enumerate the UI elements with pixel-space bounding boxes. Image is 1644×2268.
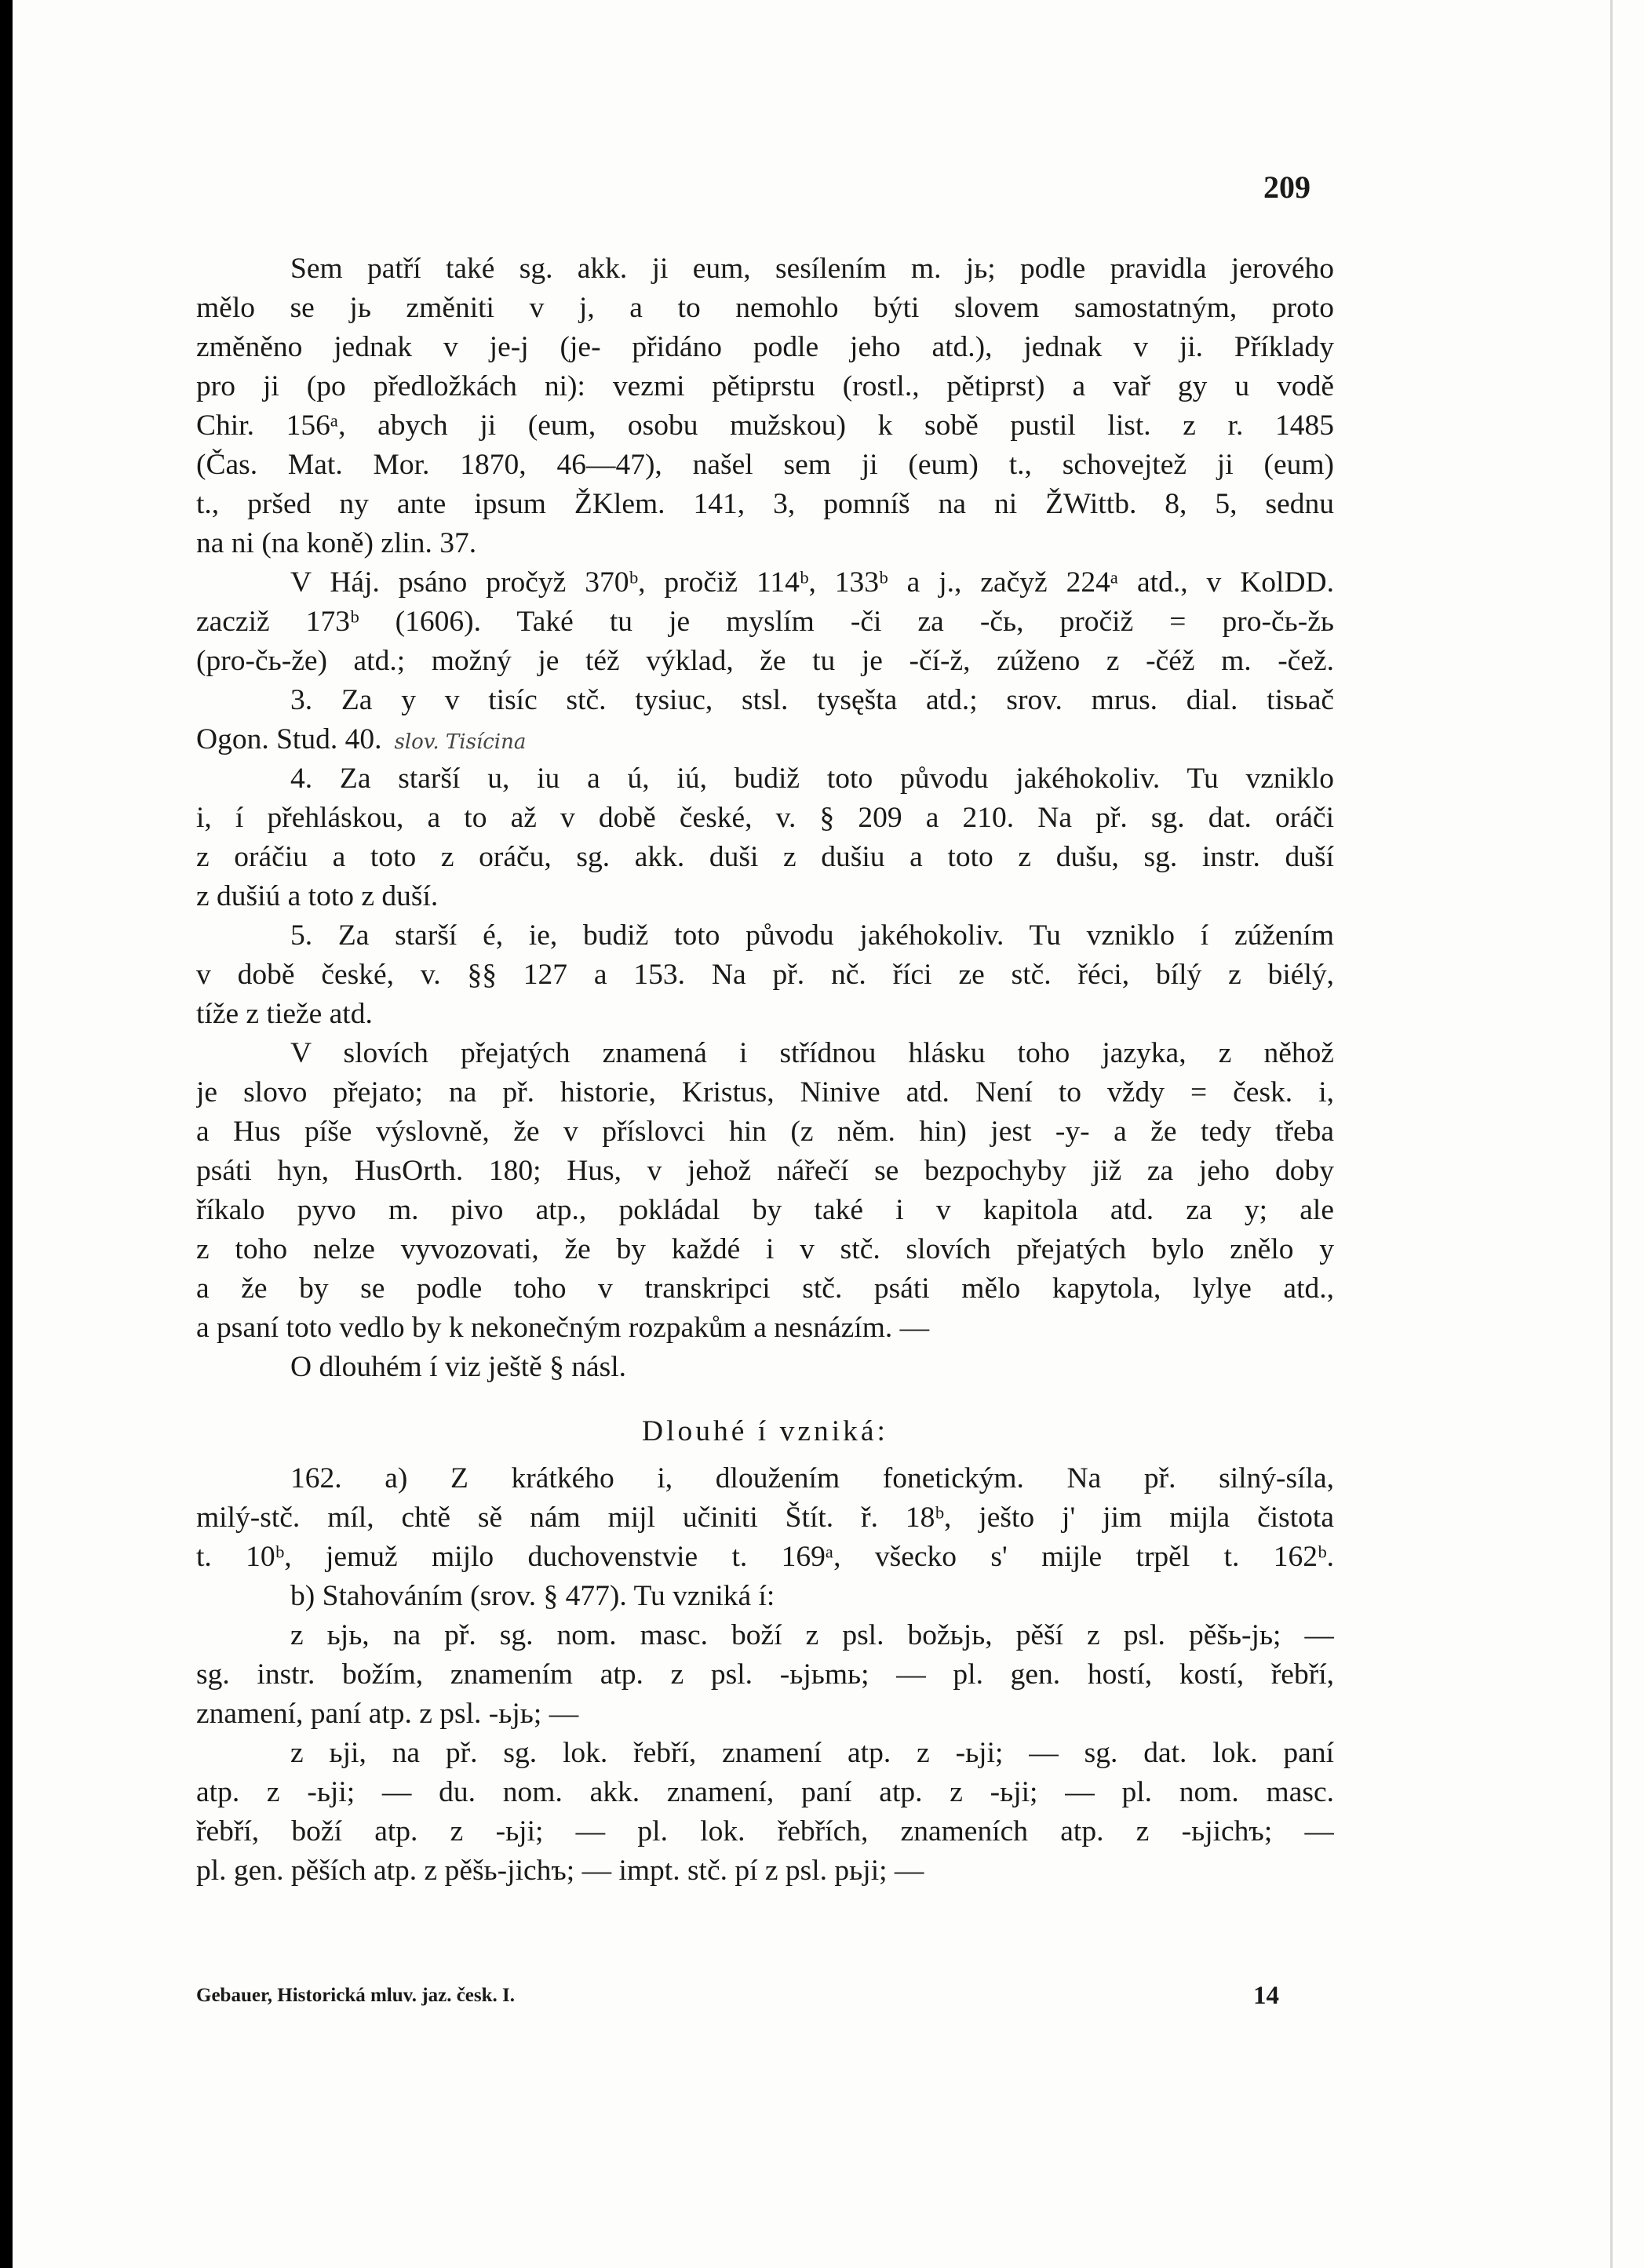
text-line: zacziž 173ᵇ (1606). Také tu je myslím -či za -čь, pročiž = pro-čь-žь <box>196 606 1334 638</box>
text-line: řebří, boží atp. z -ьji; — pl. lok. řebřích, znameních atp. z -ьjichъ; — <box>196 1815 1334 1848</box>
text-line: mělo se jь změniti v j, a to nemohlo býti slovem samostatným, proto <box>196 292 1334 324</box>
text-line: z toho nelze vyvozovati, že by každé i v stč. slovích přejatých bylo znělo y <box>196 1233 1334 1265</box>
text-line: pl. gen. pěších atp. z pěšь-jichъ; — impt. stč. pí z psl. pьji; — <box>196 1855 924 1887</box>
text-line: Sem patří také sg. akk. ji eum, sesílením m. jь; podle pravidla jerového <box>290 253 1334 285</box>
text-line: 5. Za starší é, ie, budiž toto původu jakéhokoliv. Tu vzniklo í zúžením <box>290 919 1334 952</box>
text-line: (Čas. Mat. Mor. 1870, 46—47), našel sem ji (eum) t., schovejtež ji (eum) <box>196 449 1334 481</box>
text-line: z dušiú a toto z duší. <box>196 880 439 912</box>
page-number: 209 <box>1263 169 1310 205</box>
text-line: t. 10ᵇ, jemuž mijlo duchovenstvie t. 169ᵃ, všecko s' mijle trpěl t. 162ᵇ. <box>196 1541 1334 1573</box>
text-line: Chir. 156ᵃ, abych ji (eum, osobu mužskou) k sobě pustil list. z r. 1485 <box>196 410 1334 442</box>
text-line: změněno jednak v je-j (je- přidáno podle jeho atd.), jednak v ji. Příklady <box>196 331 1334 363</box>
text-line: Ogon. Stud. 40. slov. Tisícina <box>196 723 527 755</box>
text-line: 162. a) Z krátkého i, dloužením fonetickým. Na př. silný-síla, <box>290 1462 1334 1494</box>
text-line: V Háj. psáno pročyž 370ᵇ, pročiž 114ᵇ, 133ᵇ a j., začyž 224ᵃ atd., v KolDD. <box>290 566 1334 599</box>
text-line: na ni (na koně) zlin. 37. <box>196 527 477 559</box>
text-line: i, í přehláskou, a to až v době české, v. § 209 a 210. Na př. sg. dat. oráči <box>196 802 1334 834</box>
body-text <box>196 249 1334 1891</box>
text-line: znamení, paní atp. z psl. -ьjь; — <box>196 1698 579 1730</box>
text-line: z oráčiu a toto z oráču, sg. akk. duši z dušiu a toto z dušu, sg. instr. duší <box>196 841 1334 873</box>
text-line: sg. instr. božím, znamením atp. z psl. -ьjьmь; — pl. gen. hostí, kostí, řebří, <box>196 1658 1334 1691</box>
section-heading: Dlouhé í vzniká: <box>642 1415 888 1447</box>
handwritten-note: slov. Tisícina <box>394 730 527 754</box>
text-line: milý-stč. míl, chtě sě nám mijl učiniti Štít. ř. 18ᵇ, ješto j' jim mijla čistota <box>196 1502 1334 1534</box>
book-spine-shadow <box>0 0 13 2268</box>
text-line: 4. Za starší u, iu a ú, iú, budiž toto původu jakéhokoliv. Tu vzniklo <box>290 763 1334 795</box>
text-line: b) Stahováním (srov. § 477). Tu vzniká í: <box>290 1580 775 1612</box>
text-line: (pro-čь-že) atd.; možný je též výklad, že tu je -čí-ž, zúženo z -čéž m. -čež. <box>196 645 1334 677</box>
text-line: z ьji, na př. sg. lok. řebří, znamení atp. z -ьji; — sg. dat. lok. paní <box>290 1737 1334 1769</box>
text-line: říkalo pyvo m. pivo atp., pokládal by také i v kapitola atd. za y; ale <box>196 1194 1334 1226</box>
text-line: atp. z -ьji; — du. nom. akk. znamení, paní atp. z -ьji; — pl. nom. masc. <box>196 1776 1334 1808</box>
text-line: z ьjь, na př. sg. nom. masc. boží z psl. božьjь, pěší z psl. pěšь-jь; — <box>290 1619 1334 1651</box>
footer-signature-mark: 14 <box>1253 1982 1279 2010</box>
footer-book-title: Gebauer, Historická mluv. jaz. česk. I. <box>196 1985 516 2006</box>
text-line: V slovích přejatých znamená i střídnou hlásku toho jazyka, z něhož <box>290 1037 1334 1069</box>
text-line: 3. Za y v tisíc stč. tysiuc, stsl. tysęšta atd.; srov. mrus. dial. tisьač <box>290 684 1334 716</box>
text-line: pro ji (po předložkách ni): vezmi pětiprstu (rostl., pětiprst) a vař gy u vodě <box>196 370 1334 402</box>
text-line: v době české, v. §§ 127 a 153. Na př. nč. říci ze stč. řéci, bílý z biélý, <box>196 959 1334 991</box>
text-line: a psaní toto vedlo by k nekonečným rozpakům a nesnázím. — <box>196 1312 930 1344</box>
text-line: psáti hyn, HusOrth. 180; Hus, v jehož nářečí se bezpochyby již za jeho doby <box>196 1155 1334 1187</box>
text-line: a Hus píše výslovně, že v příslovci hin (z něm. hin) jest -y- a že tedy třeba <box>196 1116 1334 1148</box>
text-line: t., pršed ny ante ipsum ŽKlem. 141, 3, pomníš na ni ŽWittb. 8, 5, sednu <box>196 488 1334 520</box>
text-line: tíže z tieže atd. <box>196 998 373 1030</box>
text-line: a že by se podle toho v transkripci stč. psáti mělo kapytola, lylye atd., <box>196 1272 1334 1305</box>
text-line: O dlouhém í viz ještě § násl. <box>290 1351 627 1383</box>
page-edge <box>1610 0 1613 2268</box>
text-line: je slovo přejato; na př. historie, Kristus, Ninive atd. Není to vždy = česk. i, <box>196 1076 1334 1109</box>
